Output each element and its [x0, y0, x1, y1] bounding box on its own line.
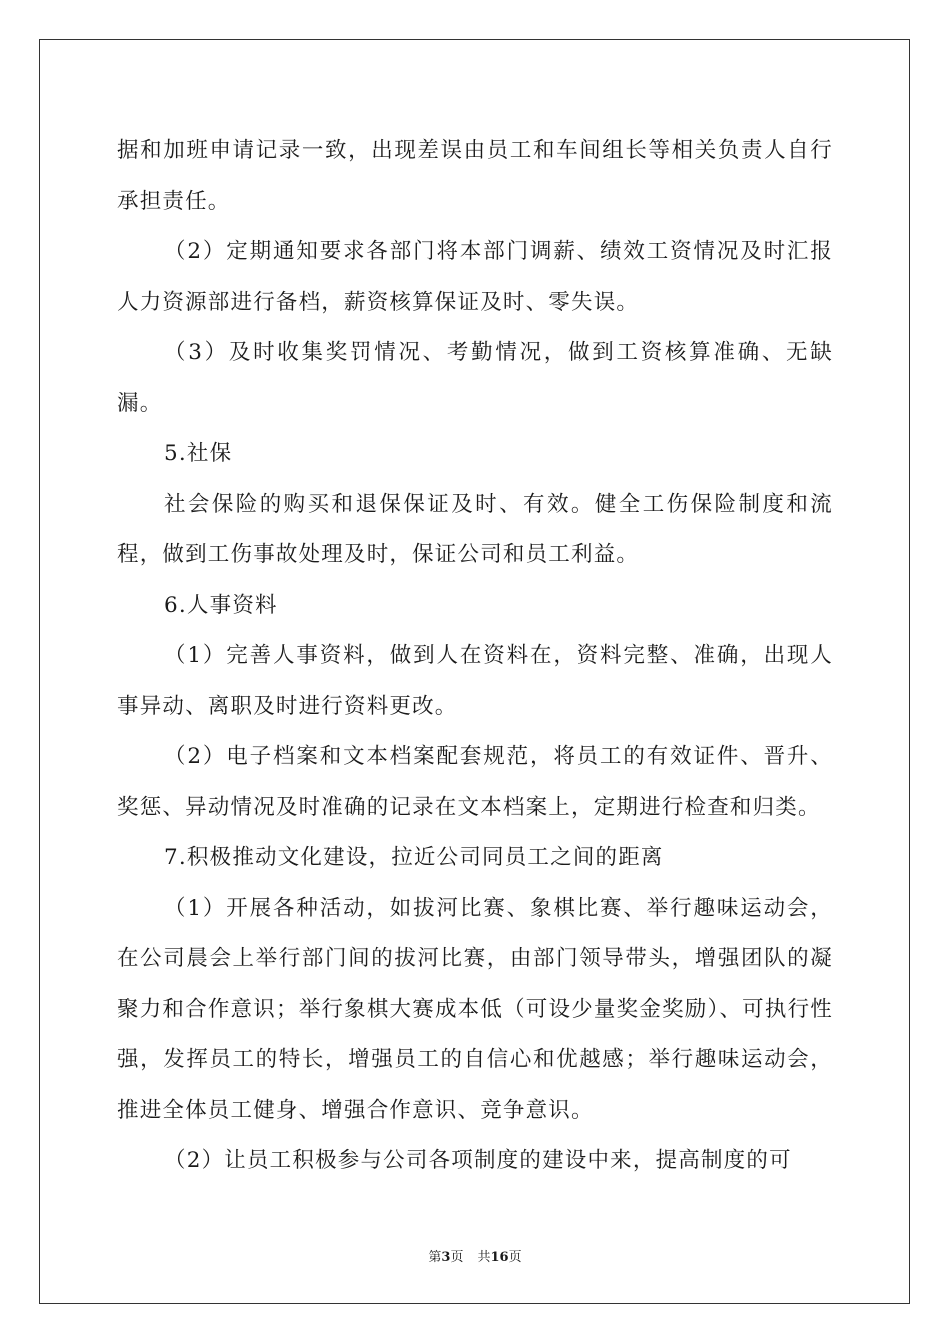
paragraph: （1）开展各种活动，如拔河比赛、象棋比赛、举行趣味运动会，在公司晨会上举行部门间的拔河比赛，由部门领导带头，增强团队的凝聚力和合作意识；举行象棋大赛成本低（可设少量奖金奖励）、可执行性强，发挥员工的特长，增强员工的自信心和优越感；举行趣味运动会，推进全体员工健身、增强合作意识、竞争意识。	[117, 895, 833, 1123]
section-heading: 6.人事资料	[164, 592, 278, 618]
total-pages: 16	[490, 1250, 509, 1265]
section-heading: 7.积极推动文化建设，拉近公司同员工之间的距离	[164, 845, 664, 870]
total-prefix: 共	[477, 1250, 491, 1265]
paragraph: （2）定期通知要求各部门将本部门调薪、绩效工资情况及时汇报人力资源部进行备档，薪资核算保证及时、零失误。	[117, 239, 833, 315]
document-body	[117, 126, 833, 1187]
paragraph: （3）及时收集奖罚情况、考勤情况，做到工资核算准确、无缺漏。	[117, 340, 833, 416]
paragraph: 据和加班申请记录一致，出现差误由员工和车间组长等相关负责人自行承担责任。	[117, 138, 833, 214]
page-prefix: 第	[428, 1250, 442, 1265]
page-number: 3	[441, 1250, 451, 1265]
paragraph: （2）让员工积极参与公司各项制度的建设中来，提高制度的可	[164, 1148, 792, 1173]
total-suffix: 页	[508, 1250, 522, 1265]
paragraph: 社会保险的购买和退保保证及时、有效。健全工伤保险制度和流程，做到工伤事故处理及时，保证公司和员工利益。	[117, 491, 833, 567]
page-suffix: 页	[450, 1250, 464, 1265]
paragraph: （1）完善人事资料，做到人在资料在，资料完整、准确，出现人事异动、离职及时进行资料更改。	[117, 643, 833, 719]
paragraph: （2）电子档案和文本档案配套规范，将员工的有效证件、晋升、奖惩、异动情况及时准确的记录在文本档案上，定期进行检查和归类。	[117, 744, 833, 820]
page-footer	[0, 1246, 950, 1265]
section-heading: 5.社保	[164, 441, 233, 466]
